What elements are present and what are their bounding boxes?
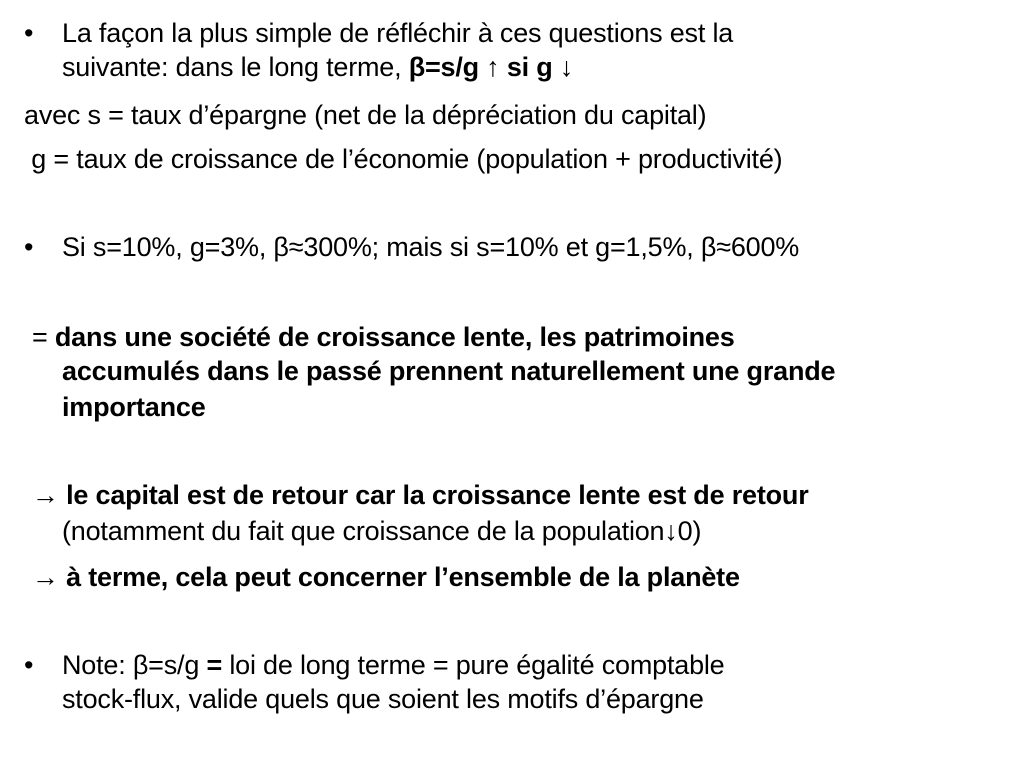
beta-formula: β=s/g ↑ si g ↓ [408,52,574,82]
para1-line2-text: suivante: dans le long terme, [62,52,409,82]
para8-line2: stock-flux, valide quels que soient les motifs d’épargne [62,684,704,714]
para5-line2 [62,354,835,388]
para1-line2 [62,50,573,84]
para7-line [32,560,740,594]
para5-line1 [32,320,735,354]
para1-line1: La façon la plus simple de réfléchir à ces questions est la [62,18,734,48]
para5-prefix: = [32,322,55,352]
para8-line1-text: Note: β=s/g [62,650,207,680]
bullet-marker: • [24,232,34,262]
para5-line2-text: accumulés dans le passé prennent naturellement une grande [62,356,836,386]
para6-line2: (notamment du fait que croissance de la population↓0) [62,516,702,546]
para3-growth-def: g = taux de croissance de l’économie (population + productivité) [24,144,783,174]
para7-text: → à terme, cela peut concerner l’ensemble de la planète [32,562,740,592]
para8-equals: = [206,650,223,680]
bullet-marker: • [24,18,34,48]
para8-line1-rest: loi de long terme = pure égalité comptable [222,650,725,680]
para5-line3-text: importance [62,392,206,422]
para5-line3 [62,390,206,424]
para8-line1 [62,648,725,682]
para5-line1-text: dans une société de croissance lente, les patrimoines [54,322,735,352]
para6-line1-text: → le capital est de retour car la croissance lente est de retour [32,480,809,510]
para4-example: Si s=10%, g=3%, β≈300%; mais si s=10% et g=1,5%, β≈600% [62,232,800,262]
para6-line1 [32,478,809,512]
para2-savings-def: avec s = taux d’épargne (net de la dépréciation du capital) [24,100,707,130]
bullet-marker: • [24,650,34,680]
